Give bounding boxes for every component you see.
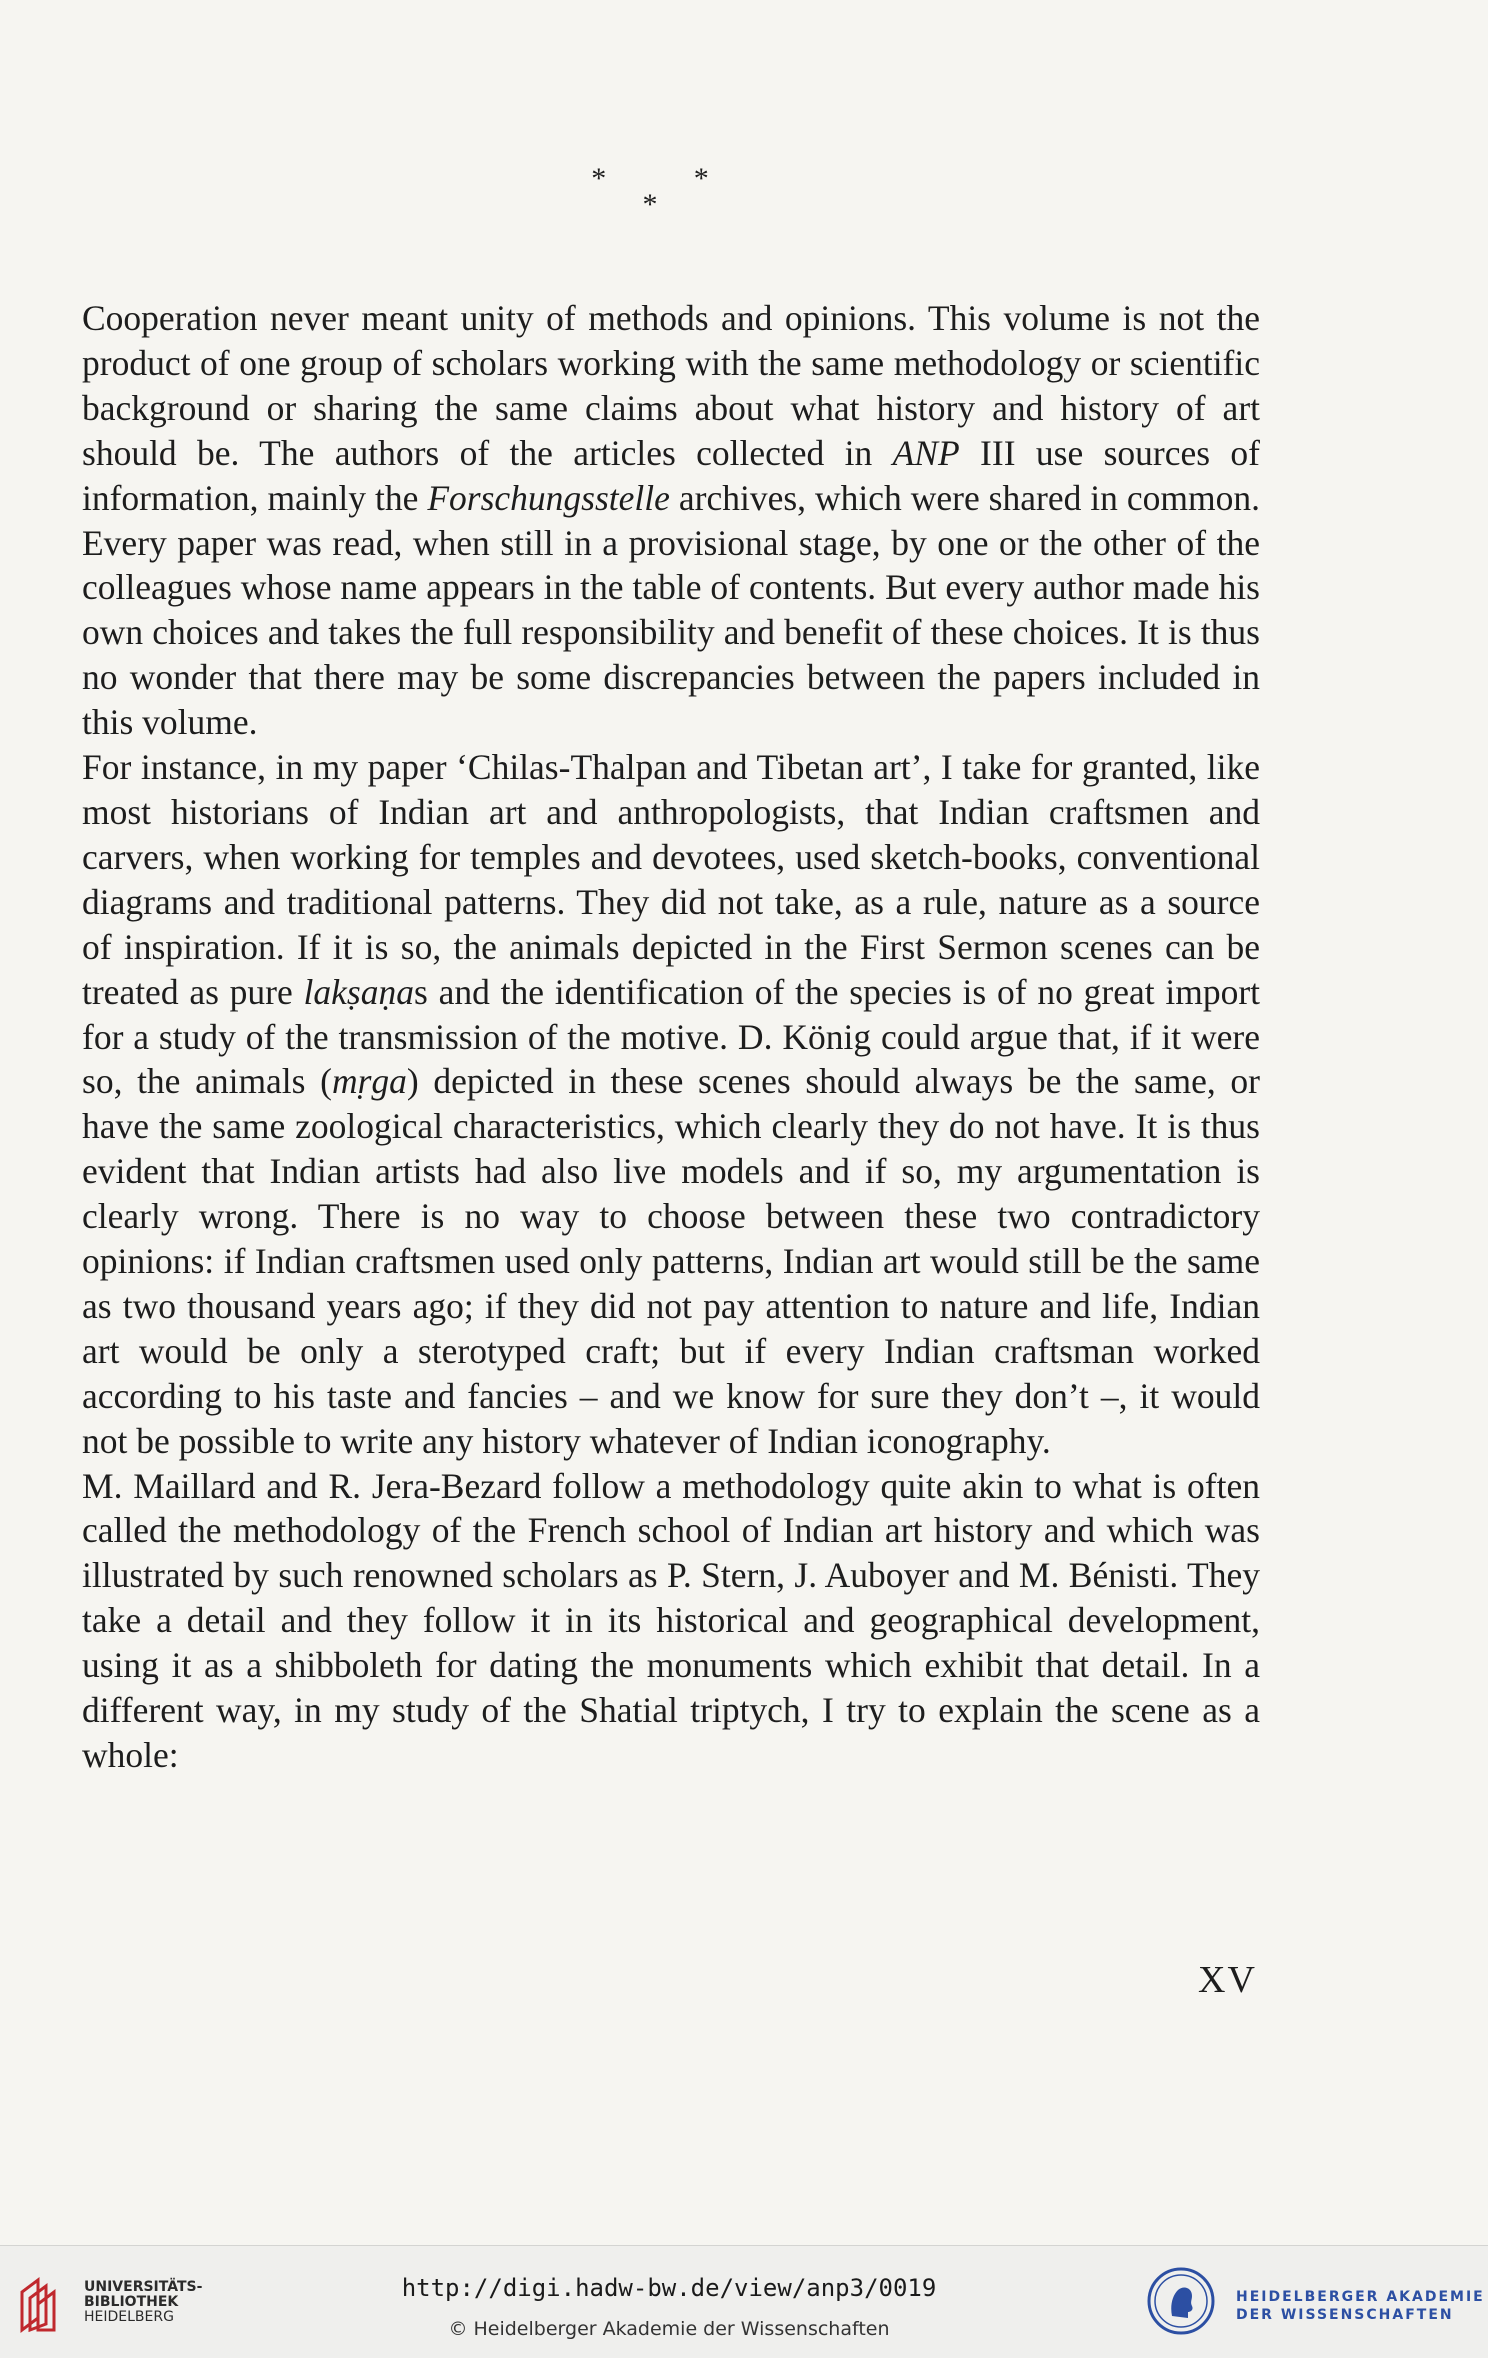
italic-term: lakṣaṇa	[303, 971, 414, 1012]
text-run: M. Maillard and R. Jera-Bezard follow a methodology quite akin to what is often called the methodology of the French school of Indian art history and which was illustrated by such renowned scholars as P. Stern, J. Auboyer and M. Bénisti. They take a detail and they follow it in its historical and geographical development, using it as a shibboleth for dating the monuments which exhibit that detail. In a different way, in my study of the Shatial triptych, I try to explain the scene as a whole:	[82, 1465, 1260, 1775]
footer-bar	[0, 2245, 1488, 2358]
paragraph	[82, 745, 1260, 1464]
text-run: s and the identification of the species is of no great import for a study of the transmission of the motive. D. König could argue that, if it were so, the animals (	[82, 971, 1261, 1102]
paragraph	[82, 296, 1260, 745]
academy-wordmark[interactable]	[1236, 2288, 1485, 2324]
section-ornament	[0, 162, 1340, 221]
text-run: III use sources of information, mainly the	[82, 432, 1260, 518]
text-run: archives, which were shared in common. Every paper was read, when still in a provisional stage, by one or the other of the colleagues whose name appears in the table of contents. But every author made his own choices and takes the full responsibility and benefit of these choices. It is thus no wonder that there may be some discrepancies between the papers included in this volume.	[82, 477, 1260, 743]
ub-line: UNIVERSITÄTS-	[84, 2279, 203, 2295]
paragraph	[82, 1464, 1260, 1778]
text-run: Cooperation never meant unity of methods and opinions. This volume is not the product of one group of scholars working with the same methodology or scientific background or sharing the same claims about what history and history of art should be. The authors of the articles collected in	[82, 298, 1260, 473]
text-run: For instance, in my paper ‘Chilas-Thalpan and Tibetan art’, I take for granted, like most historians of Indian art and anthropologists, that Indian craftsmen and carvers, when working for temples and devotees, used sketch-books, conventional diagrams and traditional patterns. They did not take, as a rule, nature as a source of inspiration. If it is so, the animals depicted in the First Sermon scenes can be treated as pure	[82, 747, 1260, 1012]
academy-seal-icon[interactable]	[1146, 2266, 1216, 2336]
italic-term: Forschungsstelle	[427, 477, 670, 518]
italic-term: ANP	[892, 432, 960, 473]
copyright-notice: © Heidelberger Akademie der Wissenschaften	[448, 2318, 890, 2340]
academy-line: HEIDELBERGER AKADEMIE	[1236, 2289, 1485, 2305]
text-run: ) depicted in these scenes should always be the same, or have the same zoological characteristics, which clearly they do not have. It is thus evident that Indian artists had also live models and if so, my argumentation is clearly wrong. There is no way to choose between these two contradictory opinions: if Indian craftsmen used only patterns, Indian art would still be the same as two thousand years ago; if they did not pay attention to nature and life, Indian art would be only a sterotyped craft; but if every Indian craftsman worked according to his taste and fancies – and we know for sure they don’t –, it would not be possible to write any history whatever of Indian iconography.	[82, 1061, 1260, 1461]
ornament-top: * *	[591, 162, 749, 195]
page-number: XV	[1198, 1959, 1257, 2001]
academy-line: DER WISSENSCHAFTEN	[1236, 2307, 1454, 2323]
body-text	[82, 296, 1260, 1778]
ornament-bottom: *	[642, 188, 698, 221]
ub-line: HEIDELBERG	[84, 2309, 174, 2325]
ub-line: BIBLIOTHEK	[84, 2294, 179, 2310]
permalink-url[interactable]: http://digi.hadw-bw.de/view/anp3/0019	[401, 2274, 937, 2302]
italic-term: mṛga	[331, 1061, 407, 1102]
